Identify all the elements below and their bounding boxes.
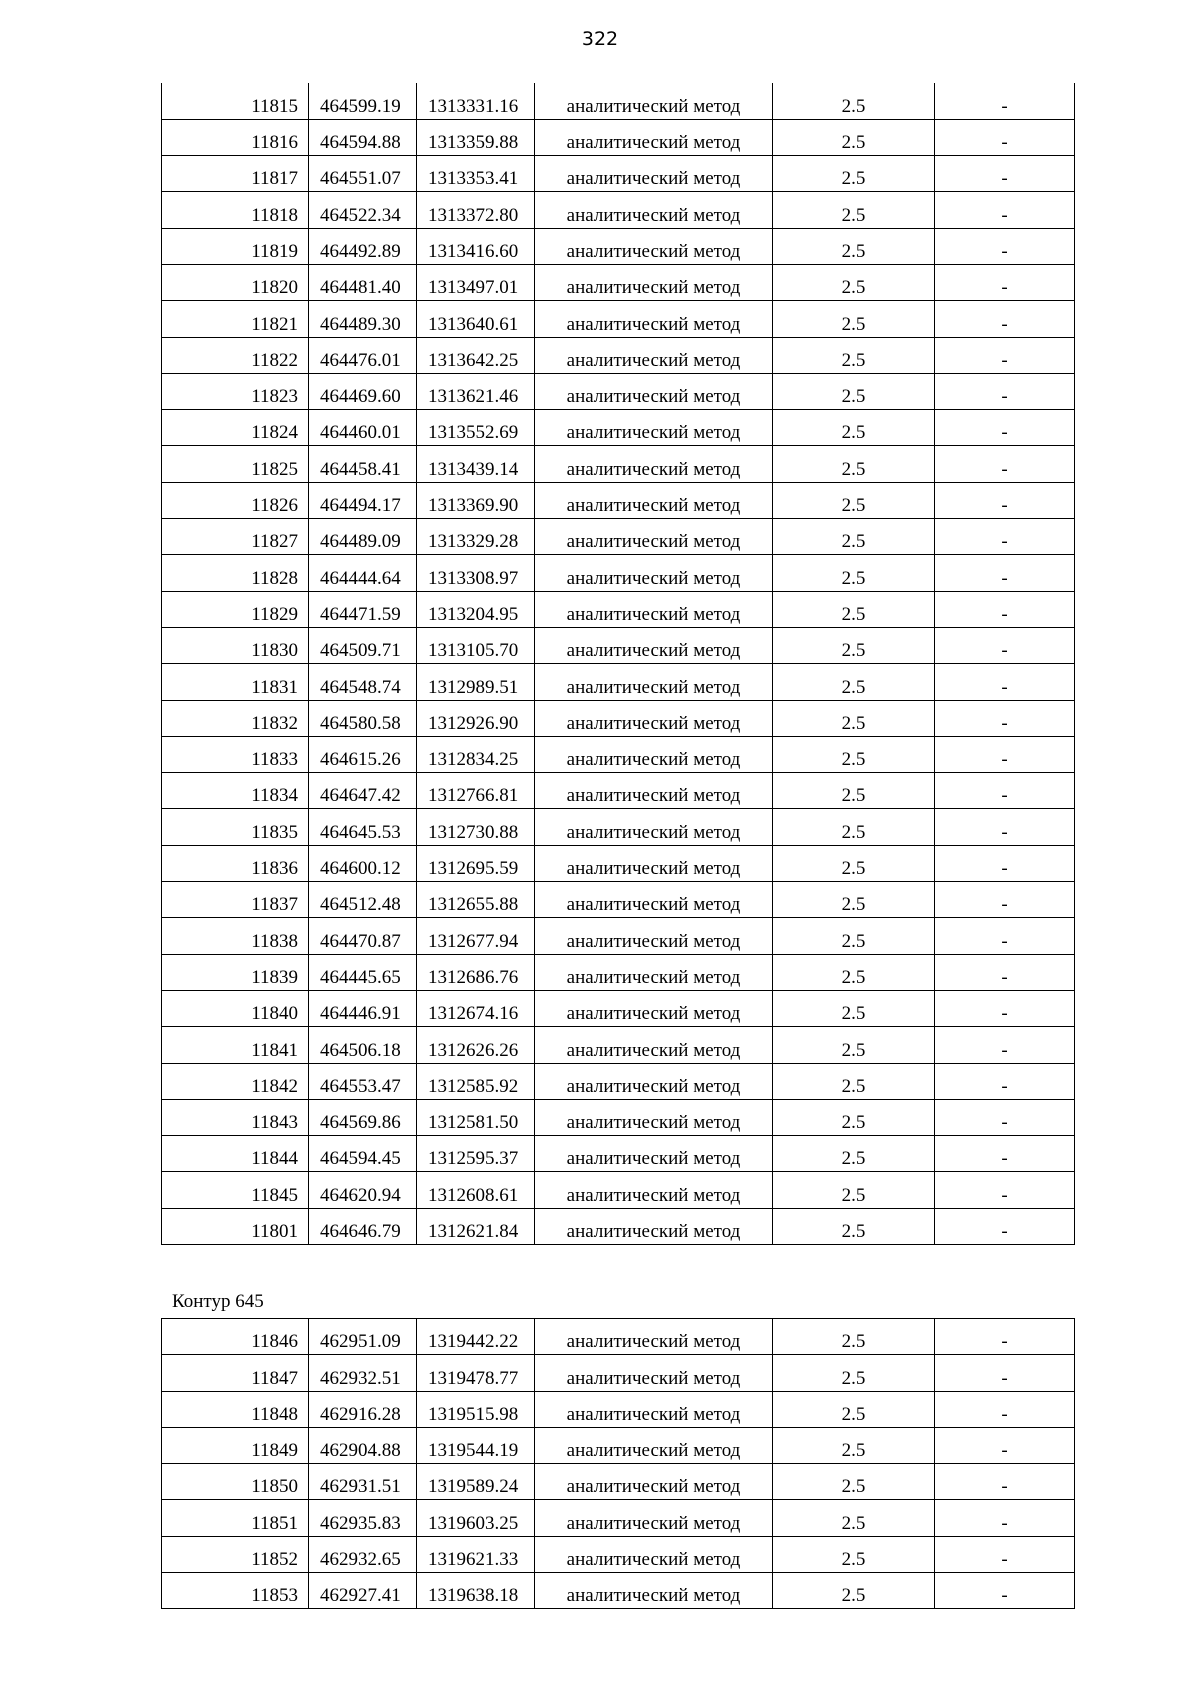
accuracy-cell: 2.5 bbox=[773, 1319, 935, 1355]
table-row bbox=[162, 555, 1075, 591]
accuracy-cell: 2.5 bbox=[773, 1063, 935, 1099]
y-coordinate-cell: 1313416.60 bbox=[417, 228, 535, 264]
method-cell: аналитический метод bbox=[535, 446, 773, 482]
accuracy-cell: 2.5 bbox=[773, 83, 935, 119]
y-coordinate-cell: 1312677.94 bbox=[417, 918, 535, 954]
y-coordinate-cell: 1312695.59 bbox=[417, 845, 535, 881]
accuracy-cell: 2.5 bbox=[773, 1536, 935, 1572]
note-cell: - bbox=[935, 1136, 1075, 1172]
page-number: 322 bbox=[581, 28, 619, 50]
note-cell: - bbox=[935, 1500, 1075, 1536]
y-coordinate-cell: 1312989.51 bbox=[417, 664, 535, 700]
accuracy-cell: 2.5 bbox=[773, 918, 935, 954]
x-coordinate-cell: 464445.65 bbox=[309, 954, 417, 990]
note-cell: - bbox=[935, 1536, 1075, 1572]
point-number-cell: 11825 bbox=[162, 446, 309, 482]
x-coordinate-cell: 464512.48 bbox=[309, 882, 417, 918]
y-coordinate-cell: 1313372.80 bbox=[417, 192, 535, 228]
y-coordinate-cell: 1312674.16 bbox=[417, 990, 535, 1026]
y-coordinate-cell: 1313331.16 bbox=[417, 83, 535, 119]
accuracy-cell: 2.5 bbox=[773, 192, 935, 228]
point-number-cell: 11827 bbox=[162, 519, 309, 555]
note-cell: - bbox=[935, 809, 1075, 845]
point-number-cell: 11829 bbox=[162, 591, 309, 627]
y-coordinate-cell: 1312595.37 bbox=[417, 1136, 535, 1172]
x-coordinate-cell: 464646.79 bbox=[309, 1208, 417, 1244]
y-coordinate-cell: 1312655.88 bbox=[417, 882, 535, 918]
x-coordinate-cell: 464548.74 bbox=[309, 664, 417, 700]
note-cell: - bbox=[935, 482, 1075, 518]
method-cell: аналитический метод bbox=[535, 519, 773, 555]
method-cell: аналитический метод bbox=[535, 918, 773, 954]
method-cell: аналитический метод bbox=[535, 591, 773, 627]
accuracy-cell: 2.5 bbox=[773, 627, 935, 663]
accuracy-cell: 2.5 bbox=[773, 1027, 935, 1063]
x-coordinate-cell: 464509.71 bbox=[309, 627, 417, 663]
accuracy-cell: 2.5 bbox=[773, 664, 935, 700]
note-cell: - bbox=[935, 1573, 1075, 1609]
y-coordinate-cell: 1312686.76 bbox=[417, 954, 535, 990]
x-coordinate-cell: 462927.41 bbox=[309, 1573, 417, 1609]
x-coordinate-cell: 464553.47 bbox=[309, 1063, 417, 1099]
x-coordinate-cell: 464469.60 bbox=[309, 373, 417, 409]
accuracy-cell: 2.5 bbox=[773, 1573, 935, 1609]
y-coordinate-cell: 1319442.22 bbox=[417, 1319, 535, 1355]
method-cell: аналитический метод bbox=[535, 627, 773, 663]
point-number-cell: 11853 bbox=[162, 1573, 309, 1609]
point-number-cell: 11842 bbox=[162, 1063, 309, 1099]
method-cell: аналитический метод bbox=[535, 119, 773, 155]
method-cell: аналитический метод bbox=[535, 337, 773, 373]
accuracy-cell: 2.5 bbox=[773, 482, 935, 518]
method-cell: аналитический метод bbox=[535, 301, 773, 337]
method-cell: аналитический метод bbox=[535, 264, 773, 300]
table-row bbox=[162, 1464, 1075, 1500]
accuracy-cell: 2.5 bbox=[773, 1391, 935, 1427]
method-cell: аналитический метод bbox=[535, 1136, 773, 1172]
accuracy-cell: 2.5 bbox=[773, 1500, 935, 1536]
y-coordinate-cell: 1313105.70 bbox=[417, 627, 535, 663]
method-cell: аналитический метод bbox=[535, 1099, 773, 1135]
accuracy-cell: 2.5 bbox=[773, 1464, 935, 1500]
method-cell: аналитический метод bbox=[535, 1391, 773, 1427]
table-row bbox=[162, 337, 1075, 373]
table-row bbox=[162, 264, 1075, 300]
y-coordinate-cell: 1312608.61 bbox=[417, 1172, 535, 1208]
accuracy-cell: 2.5 bbox=[773, 809, 935, 845]
x-coordinate-cell: 464594.88 bbox=[309, 119, 417, 155]
note-cell: - bbox=[935, 1464, 1075, 1500]
x-coordinate-cell: 464458.41 bbox=[309, 446, 417, 482]
x-coordinate-cell: 464580.58 bbox=[309, 700, 417, 736]
accuracy-cell: 2.5 bbox=[773, 990, 935, 1026]
x-coordinate-cell: 464460.01 bbox=[309, 410, 417, 446]
x-coordinate-cell: 464522.34 bbox=[309, 192, 417, 228]
table-row bbox=[162, 1063, 1075, 1099]
table-row bbox=[162, 228, 1075, 264]
accuracy-cell: 2.5 bbox=[773, 519, 935, 555]
table-row bbox=[162, 1136, 1075, 1172]
x-coordinate-cell: 464476.01 bbox=[309, 337, 417, 373]
y-coordinate-cell: 1313640.61 bbox=[417, 301, 535, 337]
method-cell: аналитический метод bbox=[535, 1536, 773, 1572]
coordinates-table bbox=[161, 83, 1075, 1245]
table-row bbox=[162, 519, 1075, 555]
table-row bbox=[162, 1172, 1075, 1208]
table-row bbox=[162, 1536, 1075, 1572]
method-cell: аналитический метод bbox=[535, 373, 773, 409]
note-cell: - bbox=[935, 627, 1075, 663]
accuracy-cell: 2.5 bbox=[773, 736, 935, 772]
x-coordinate-cell: 464470.87 bbox=[309, 918, 417, 954]
y-coordinate-cell: 1313308.97 bbox=[417, 555, 535, 591]
note-cell: - bbox=[935, 337, 1075, 373]
accuracy-cell: 2.5 bbox=[773, 264, 935, 300]
method-cell: аналитический метод bbox=[535, 1500, 773, 1536]
y-coordinate-cell: 1312926.90 bbox=[417, 700, 535, 736]
x-coordinate-cell: 464494.17 bbox=[309, 482, 417, 518]
point-number-cell: 11850 bbox=[162, 1464, 309, 1500]
method-cell: аналитический метод bbox=[535, 700, 773, 736]
x-coordinate-cell: 462951.09 bbox=[309, 1319, 417, 1355]
accuracy-cell: 2.5 bbox=[773, 301, 935, 337]
x-coordinate-cell: 464481.40 bbox=[309, 264, 417, 300]
table-row bbox=[162, 119, 1075, 155]
point-number-cell: 11838 bbox=[162, 918, 309, 954]
note-cell: - bbox=[935, 1099, 1075, 1135]
note-cell: - bbox=[935, 1208, 1075, 1244]
x-coordinate-cell: 464489.09 bbox=[309, 519, 417, 555]
table-row bbox=[162, 845, 1075, 881]
table-row bbox=[162, 83, 1075, 119]
x-coordinate-cell: 464471.59 bbox=[309, 591, 417, 627]
method-cell: аналитический метод bbox=[535, 773, 773, 809]
method-cell: аналитический метод bbox=[535, 410, 773, 446]
note-cell: - bbox=[935, 664, 1075, 700]
accuracy-cell: 2.5 bbox=[773, 555, 935, 591]
point-number-cell: 11826 bbox=[162, 482, 309, 518]
x-coordinate-cell: 462904.88 bbox=[309, 1427, 417, 1463]
note-cell: - bbox=[935, 1027, 1075, 1063]
table-row bbox=[162, 446, 1075, 482]
accuracy-cell: 2.5 bbox=[773, 954, 935, 990]
x-coordinate-cell: 464594.45 bbox=[309, 1136, 417, 1172]
point-number-cell: 11816 bbox=[162, 119, 309, 155]
point-number-cell: 11843 bbox=[162, 1099, 309, 1135]
note-cell: - bbox=[935, 228, 1075, 264]
accuracy-cell: 2.5 bbox=[773, 700, 935, 736]
method-cell: аналитический метод bbox=[535, 228, 773, 264]
y-coordinate-cell: 1319638.18 bbox=[417, 1573, 535, 1609]
y-coordinate-cell: 1312730.88 bbox=[417, 809, 535, 845]
table-row bbox=[162, 1427, 1075, 1463]
table-row bbox=[162, 301, 1075, 337]
table-row bbox=[162, 156, 1075, 192]
point-number-cell: 11817 bbox=[162, 156, 309, 192]
x-coordinate-cell: 462931.51 bbox=[309, 1464, 417, 1500]
table-row bbox=[162, 192, 1075, 228]
point-number-cell: 11844 bbox=[162, 1136, 309, 1172]
method-cell: аналитический метод bbox=[535, 809, 773, 845]
note-cell: - bbox=[935, 773, 1075, 809]
method-cell: аналитический метод bbox=[535, 555, 773, 591]
note-cell: - bbox=[935, 301, 1075, 337]
table-row bbox=[162, 1027, 1075, 1063]
point-number-cell: 11821 bbox=[162, 301, 309, 337]
note-cell: - bbox=[935, 119, 1075, 155]
table-row bbox=[162, 773, 1075, 809]
point-number-cell: 11852 bbox=[162, 1536, 309, 1572]
method-cell: аналитический метод bbox=[535, 482, 773, 518]
y-coordinate-cell: 1312585.92 bbox=[417, 1063, 535, 1099]
note-cell: - bbox=[935, 736, 1075, 772]
method-cell: аналитический метод bbox=[535, 1464, 773, 1500]
note-cell: - bbox=[935, 1427, 1075, 1463]
note-cell: - bbox=[935, 555, 1075, 591]
point-number-cell: 11823 bbox=[162, 373, 309, 409]
accuracy-cell: 2.5 bbox=[773, 1208, 935, 1244]
point-number-cell: 11835 bbox=[162, 809, 309, 845]
point-number-cell: 11836 bbox=[162, 845, 309, 881]
x-coordinate-cell: 464600.12 bbox=[309, 845, 417, 881]
x-coordinate-cell: 464647.42 bbox=[309, 773, 417, 809]
point-number-cell: 11815 bbox=[162, 83, 309, 119]
y-coordinate-cell: 1319478.77 bbox=[417, 1355, 535, 1391]
note-cell: - bbox=[935, 918, 1075, 954]
method-cell: аналитический метод bbox=[535, 990, 773, 1026]
x-coordinate-cell: 464492.89 bbox=[309, 228, 417, 264]
method-cell: аналитический метод bbox=[535, 1063, 773, 1099]
note-cell: - bbox=[935, 882, 1075, 918]
y-coordinate-cell: 1312626.26 bbox=[417, 1027, 535, 1063]
accuracy-cell: 2.5 bbox=[773, 410, 935, 446]
method-cell: аналитический метод bbox=[535, 1027, 773, 1063]
point-number-cell: 11851 bbox=[162, 1500, 309, 1536]
note-cell: - bbox=[935, 990, 1075, 1026]
table-row bbox=[162, 882, 1075, 918]
point-number-cell: 11820 bbox=[162, 264, 309, 300]
x-coordinate-cell: 464551.07 bbox=[309, 156, 417, 192]
x-coordinate-cell: 464645.53 bbox=[309, 809, 417, 845]
table-row bbox=[162, 1099, 1075, 1135]
point-number-cell: 11848 bbox=[162, 1391, 309, 1427]
point-number-cell: 11846 bbox=[162, 1319, 309, 1355]
table-row bbox=[162, 410, 1075, 446]
method-cell: аналитический метод bbox=[535, 1573, 773, 1609]
table-row bbox=[162, 990, 1075, 1026]
point-number-cell: 11822 bbox=[162, 337, 309, 373]
accuracy-cell: 2.5 bbox=[773, 228, 935, 264]
note-cell: - bbox=[935, 83, 1075, 119]
x-coordinate-cell: 462916.28 bbox=[309, 1391, 417, 1427]
note-cell: - bbox=[935, 1172, 1075, 1208]
point-number-cell: 11801 bbox=[162, 1208, 309, 1244]
note-cell: - bbox=[935, 1391, 1075, 1427]
point-number-cell: 11847 bbox=[162, 1355, 309, 1391]
point-number-cell: 11840 bbox=[162, 990, 309, 1026]
accuracy-cell: 2.5 bbox=[773, 591, 935, 627]
note-cell: - bbox=[935, 264, 1075, 300]
x-coordinate-cell: 464615.26 bbox=[309, 736, 417, 772]
table-row bbox=[162, 736, 1075, 772]
note-cell: - bbox=[935, 700, 1075, 736]
method-cell: аналитический метод bbox=[535, 664, 773, 700]
note-cell: - bbox=[935, 1063, 1075, 1099]
accuracy-cell: 2.5 bbox=[773, 446, 935, 482]
method-cell: аналитический метод bbox=[535, 83, 773, 119]
note-cell: - bbox=[935, 954, 1075, 990]
accuracy-cell: 2.5 bbox=[773, 1136, 935, 1172]
accuracy-cell: 2.5 bbox=[773, 773, 935, 809]
y-coordinate-cell: 1319603.25 bbox=[417, 1500, 535, 1536]
accuracy-cell: 2.5 bbox=[773, 1172, 935, 1208]
x-coordinate-cell: 464599.19 bbox=[309, 83, 417, 119]
point-number-cell: 11841 bbox=[162, 1027, 309, 1063]
note-cell: - bbox=[935, 845, 1075, 881]
note-cell: - bbox=[935, 519, 1075, 555]
point-number-cell: 11837 bbox=[162, 882, 309, 918]
y-coordinate-cell: 1319589.24 bbox=[417, 1464, 535, 1500]
y-coordinate-cell: 1313552.69 bbox=[417, 410, 535, 446]
accuracy-cell: 2.5 bbox=[773, 1355, 935, 1391]
x-coordinate-cell: 462935.83 bbox=[309, 1500, 417, 1536]
note-cell: - bbox=[935, 373, 1075, 409]
x-coordinate-cell: 464489.30 bbox=[309, 301, 417, 337]
method-cell: аналитический метод bbox=[535, 882, 773, 918]
method-cell: аналитический метод bbox=[535, 736, 773, 772]
accuracy-cell: 2.5 bbox=[773, 156, 935, 192]
point-number-cell: 11819 bbox=[162, 228, 309, 264]
y-coordinate-cell: 1313204.95 bbox=[417, 591, 535, 627]
point-number-cell: 11833 bbox=[162, 736, 309, 772]
table-row bbox=[162, 1208, 1075, 1244]
point-number-cell: 11818 bbox=[162, 192, 309, 228]
x-coordinate-cell: 464569.86 bbox=[309, 1099, 417, 1135]
method-cell: аналитический метод bbox=[535, 954, 773, 990]
table-row bbox=[162, 591, 1075, 627]
y-coordinate-cell: 1312834.25 bbox=[417, 736, 535, 772]
table-row bbox=[162, 1500, 1075, 1536]
point-number-cell: 11845 bbox=[162, 1172, 309, 1208]
y-coordinate-cell: 1313497.01 bbox=[417, 264, 535, 300]
accuracy-cell: 2.5 bbox=[773, 119, 935, 155]
method-cell: аналитический метод bbox=[535, 192, 773, 228]
accuracy-cell: 2.5 bbox=[773, 845, 935, 881]
accuracy-cell: 2.5 bbox=[773, 1099, 935, 1135]
method-cell: аналитический метод bbox=[535, 1208, 773, 1244]
note-cell: - bbox=[935, 446, 1075, 482]
y-coordinate-cell: 1313621.46 bbox=[417, 373, 535, 409]
y-coordinate-cell: 1313359.88 bbox=[417, 119, 535, 155]
contour-645-table-body bbox=[162, 1319, 1075, 1609]
accuracy-cell: 2.5 bbox=[773, 373, 935, 409]
x-coordinate-cell: 462932.65 bbox=[309, 1536, 417, 1572]
note-cell: - bbox=[935, 156, 1075, 192]
x-coordinate-cell: 464620.94 bbox=[309, 1172, 417, 1208]
method-cell: аналитический метод bbox=[535, 156, 773, 192]
method-cell: аналитический метод bbox=[535, 1319, 773, 1355]
contour-title: Контур 645 bbox=[172, 1291, 264, 1312]
point-number-cell: 11839 bbox=[162, 954, 309, 990]
table-row bbox=[162, 664, 1075, 700]
method-cell: аналитический метод bbox=[535, 1355, 773, 1391]
table-row bbox=[162, 1391, 1075, 1427]
method-cell: аналитический метод bbox=[535, 845, 773, 881]
note-cell: - bbox=[935, 591, 1075, 627]
point-number-cell: 11834 bbox=[162, 773, 309, 809]
contour-645-table bbox=[161, 1318, 1075, 1609]
table-row bbox=[162, 1355, 1075, 1391]
note-cell: - bbox=[935, 410, 1075, 446]
table-row bbox=[162, 809, 1075, 845]
table-row bbox=[162, 918, 1075, 954]
table-row bbox=[162, 482, 1075, 518]
y-coordinate-cell: 1313353.41 bbox=[417, 156, 535, 192]
point-number-cell: 11828 bbox=[162, 555, 309, 591]
accuracy-cell: 2.5 bbox=[773, 1427, 935, 1463]
point-number-cell: 11831 bbox=[162, 664, 309, 700]
coordinates-table-body bbox=[162, 83, 1075, 1245]
y-coordinate-cell: 1319621.33 bbox=[417, 1536, 535, 1572]
table-row bbox=[162, 700, 1075, 736]
table-row bbox=[162, 373, 1075, 409]
y-coordinate-cell: 1313329.28 bbox=[417, 519, 535, 555]
x-coordinate-cell: 464506.18 bbox=[309, 1027, 417, 1063]
note-cell: - bbox=[935, 1319, 1075, 1355]
note-cell: - bbox=[935, 192, 1075, 228]
y-coordinate-cell: 1312581.50 bbox=[417, 1099, 535, 1135]
y-coordinate-cell: 1319515.98 bbox=[417, 1391, 535, 1427]
method-cell: аналитический метод bbox=[535, 1427, 773, 1463]
accuracy-cell: 2.5 bbox=[773, 882, 935, 918]
method-cell: аналитический метод bbox=[535, 1172, 773, 1208]
y-coordinate-cell: 1312621.84 bbox=[417, 1208, 535, 1244]
table-row bbox=[162, 1573, 1075, 1609]
point-number-cell: 11830 bbox=[162, 627, 309, 663]
table-row bbox=[162, 1319, 1075, 1355]
point-number-cell: 11832 bbox=[162, 700, 309, 736]
x-coordinate-cell: 464446.91 bbox=[309, 990, 417, 1026]
y-coordinate-cell: 1312766.81 bbox=[417, 773, 535, 809]
y-coordinate-cell: 1313439.14 bbox=[417, 446, 535, 482]
x-coordinate-cell: 462932.51 bbox=[309, 1355, 417, 1391]
table-row bbox=[162, 954, 1075, 990]
accuracy-cell: 2.5 bbox=[773, 337, 935, 373]
note-cell: - bbox=[935, 1355, 1075, 1391]
table-row bbox=[162, 627, 1075, 663]
point-number-cell: 11824 bbox=[162, 410, 309, 446]
y-coordinate-cell: 1319544.19 bbox=[417, 1427, 535, 1463]
point-number-cell: 11849 bbox=[162, 1427, 309, 1463]
y-coordinate-cell: 1313642.25 bbox=[417, 337, 535, 373]
y-coordinate-cell: 1313369.90 bbox=[417, 482, 535, 518]
x-coordinate-cell: 464444.64 bbox=[309, 555, 417, 591]
